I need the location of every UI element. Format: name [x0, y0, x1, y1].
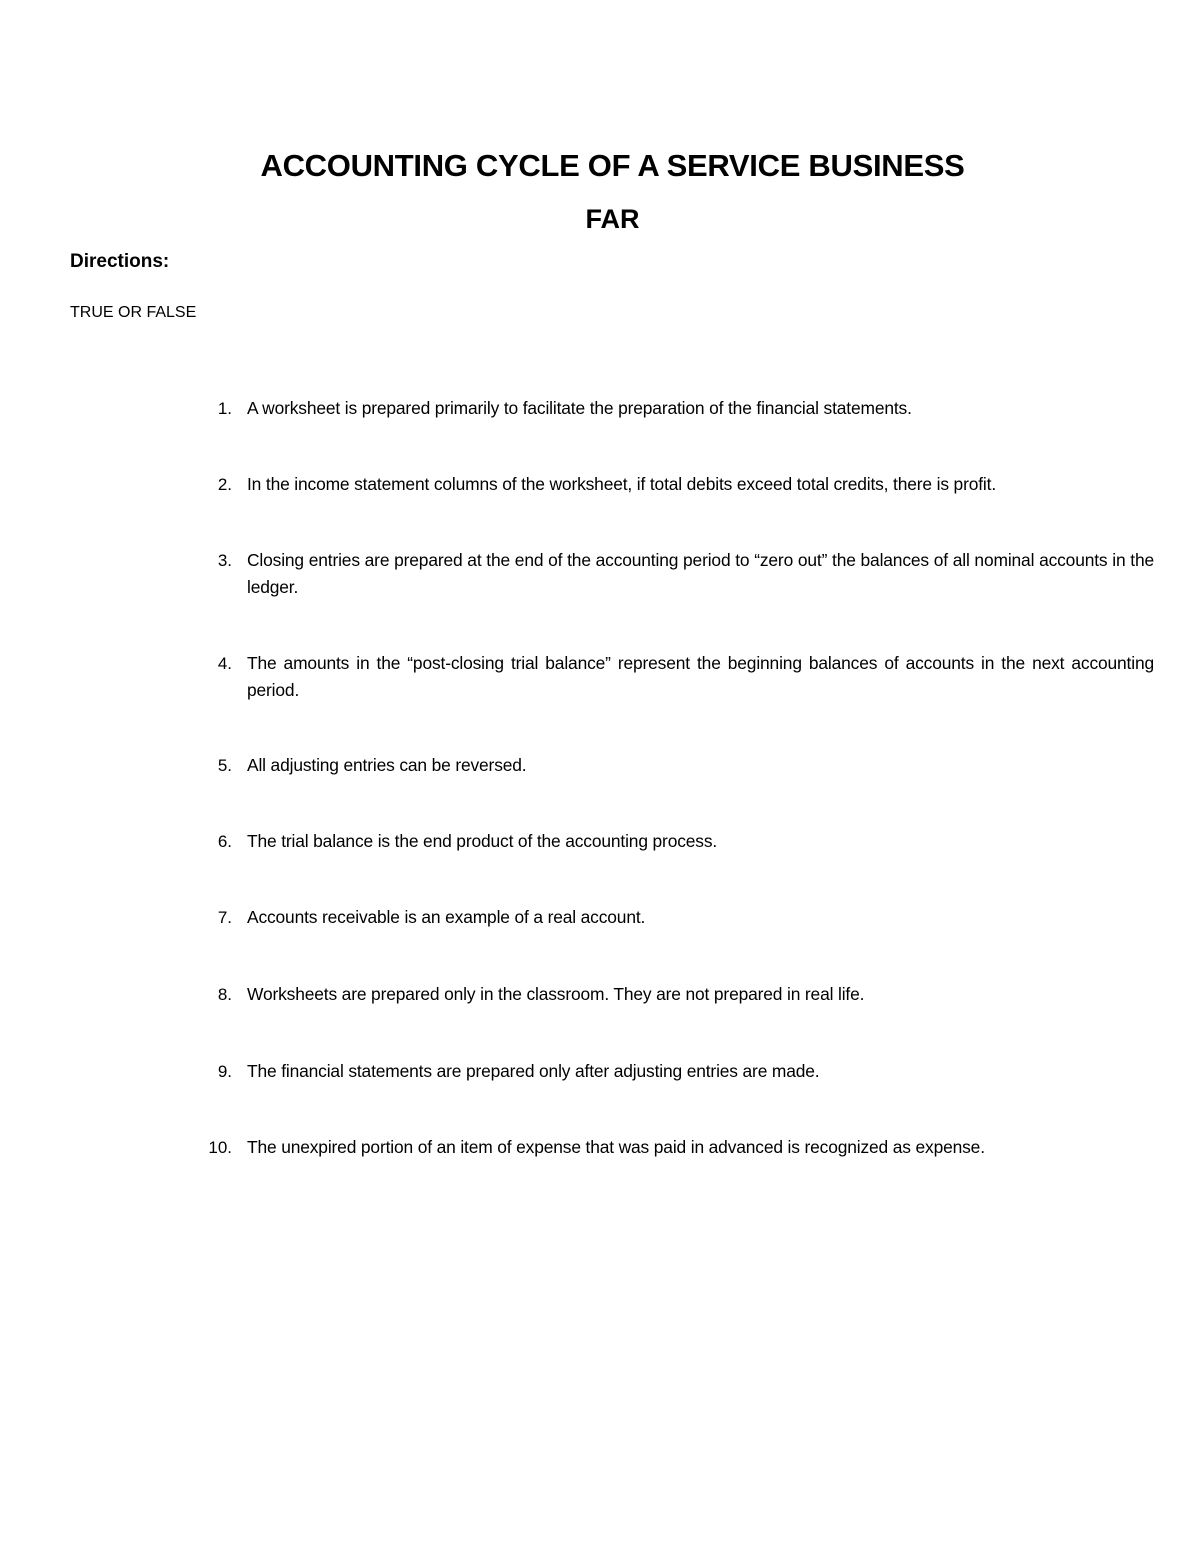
question-text: Worksheets are prepared only in the classroom. They are not prepared in real life.: [247, 984, 865, 1004]
question-number: 4.: [217, 654, 232, 673]
question-number: 2.: [217, 475, 232, 494]
question-text: The unexpired portion of an item of expense that was paid in advanced is recognized as expense.: [247, 1137, 985, 1157]
question-number: 6.: [217, 832, 232, 851]
document-title: ACCOUNTING CYCLE OF A SERVICE BUSINESS: [260, 148, 965, 183]
question-text: Accounts receivable is an example of a real account.: [247, 907, 646, 927]
question-number: 10.: [208, 1138, 232, 1157]
question-text: All adjusting entries can be reversed.: [247, 755, 527, 775]
question-number: 1.: [217, 399, 232, 418]
question-text: The amounts in the “post-closing trial balance” represent the beginning balances of accounts in the next accounting period.: [247, 653, 1154, 700]
directions-label: Directions:: [70, 251, 170, 272]
question-text: A worksheet is prepared primarily to facilitate the preparation of the financial statements.: [247, 398, 912, 418]
question-number: 9.: [217, 1062, 232, 1081]
document-subtitle: FAR: [585, 204, 640, 234]
question-number: 5.: [217, 756, 232, 775]
question-number: 7.: [217, 908, 232, 927]
question-number: 3.: [217, 551, 232, 570]
question-text: The financial statements are prepared only after adjusting entries are made.: [247, 1061, 820, 1081]
question-text: The trial balance is the end product of the accounting process.: [247, 831, 718, 851]
question-text: In the income statement columns of the worksheet, if total debits exceed total credits, there is profit.: [247, 474, 997, 494]
question-number: 8.: [217, 985, 232, 1004]
section-label: TRUE OR FALSE: [70, 304, 197, 321]
question-text: Closing entries are prepared at the end of the accounting period to “zero out” the balances of all nominal accounts in the ledger.: [247, 550, 1154, 597]
